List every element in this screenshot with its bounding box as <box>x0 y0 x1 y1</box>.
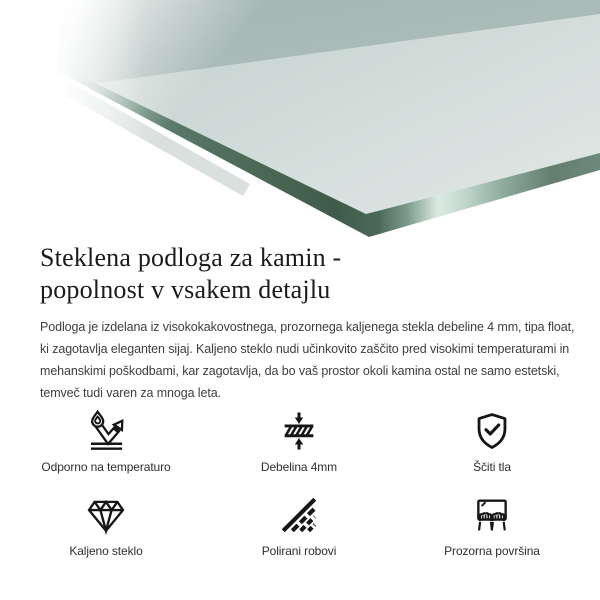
product-photo-glass-sheet <box>0 0 600 238</box>
feature-floor-protection <box>410 408 574 474</box>
feature-heat-resistant <box>24 408 188 474</box>
feature-label: Debelina 4mm <box>260 460 338 474</box>
page-title-line1: Steklena podloga za kamin - <box>40 243 342 272</box>
feature-polished-edges <box>217 492 381 558</box>
transparent-surface-icon <box>471 492 513 538</box>
page-title-line2: popolnost v vsakem detajlu <box>40 275 331 304</box>
features-grid <box>24 408 576 558</box>
page-title <box>40 242 560 306</box>
shield-check-icon <box>471 408 513 454</box>
feature-label: Odporno na temperaturo <box>41 460 171 474</box>
diamond-icon <box>85 492 127 538</box>
heat-resistant-icon <box>85 408 127 454</box>
thickness-icon <box>278 408 320 454</box>
feature-transparent-surface <box>410 492 574 558</box>
feature-tempered-glass <box>24 492 188 558</box>
product-description: Podloga je izdelana iz visokokakovostnega, prozornega kaljenega stekla debeline 4 mm, tipa float, ki zagotavlja eleganten sijaj. Kaljeno steklo nudi učinkovito zaščito pred visokimi temperaturami in mehanskimi poškodbami, kar zagotavlja, da bo vaš prostor okoli kamina ostal ne samo estetski, temveč tudi varen za mnoga leta. <box>40 320 575 400</box>
feature-label: Kaljeno steklo <box>69 544 143 558</box>
feature-label: Polirani robovi <box>261 544 337 558</box>
feature-label: Prozorna površina <box>444 544 540 558</box>
feature-label: Ščiti tla <box>473 460 511 474</box>
photo-vignette <box>0 0 600 238</box>
polished-edges-icon <box>278 492 320 538</box>
feature-thickness <box>217 408 381 474</box>
